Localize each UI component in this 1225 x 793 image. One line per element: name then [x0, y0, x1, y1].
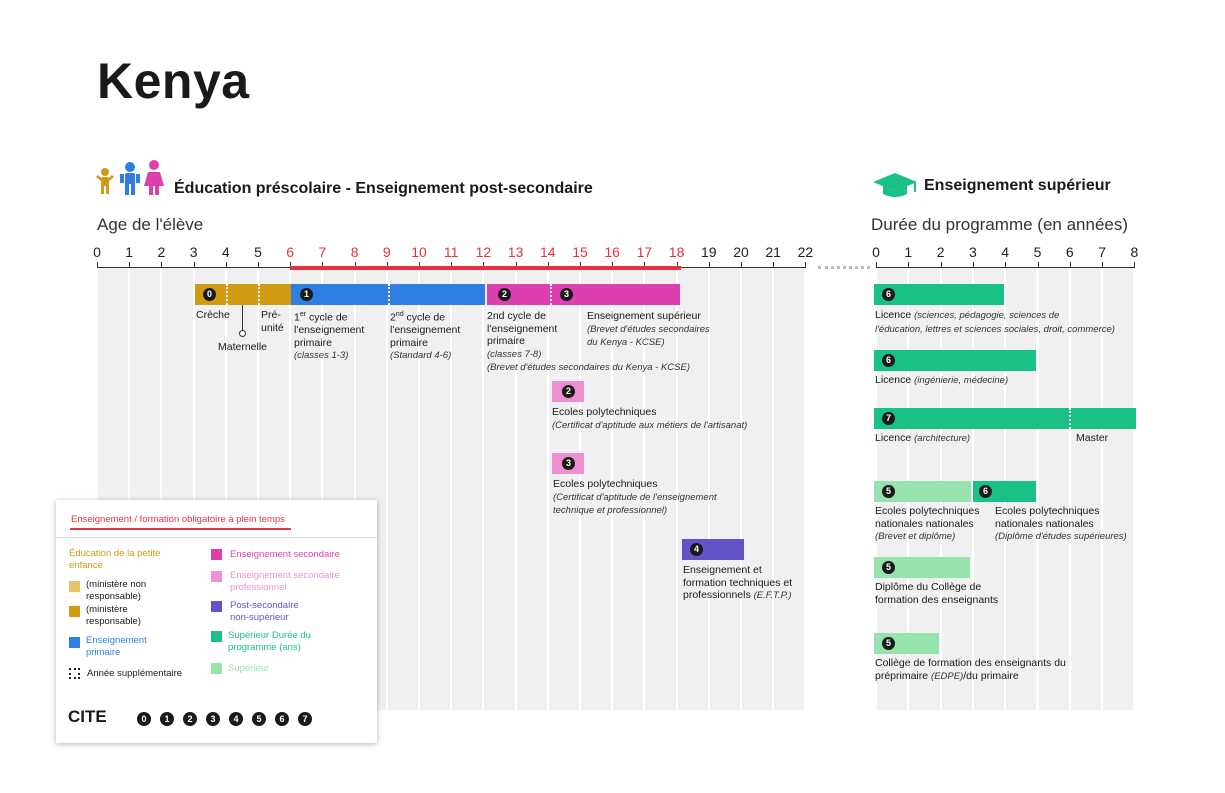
page-title: Kenya — [97, 53, 250, 109]
cite-badge: 5 — [882, 637, 895, 650]
age-tick-label: 22 — [797, 244, 814, 260]
legend-post-sec: Post-secondaire non-supérieur — [230, 600, 299, 623]
age-column — [774, 267, 804, 710]
eftp-bar — [682, 539, 744, 560]
left-section-heading: Éducation préscolaire - Enseignement post-secondaire — [174, 180, 593, 197]
legend-red-line — [70, 528, 291, 530]
age-tick-label: 7 — [318, 244, 327, 260]
legend-heading: Enseignement / formation obligatoire à plein temps — [71, 514, 285, 525]
creche-label: Crèche — [196, 309, 230, 321]
cite-badge: 5 — [882, 561, 895, 574]
age-tick-label: 13 — [507, 244, 524, 260]
cite-level-badge: 1 — [160, 712, 174, 726]
age-tick-label: 8 — [350, 244, 359, 260]
age-tick-label: 11 — [443, 244, 459, 260]
primary-bar — [291, 284, 485, 305]
cite-badge: 2 — [562, 385, 575, 398]
licence-label-3: Licence (architecture) — [875, 432, 971, 444]
legend-swatch — [211, 601, 222, 612]
legend-swatch — [211, 571, 222, 582]
cite-label: CITE — [68, 707, 107, 726]
cite-levels — [137, 709, 321, 727]
legend-divider — [56, 537, 377, 538]
duration-tick-label: 7 — [1098, 244, 1106, 260]
extra-year-icon — [69, 668, 80, 679]
legend-secondaire: Enseignement secondaire — [230, 549, 340, 560]
cite-badge: 3 — [562, 457, 575, 470]
cite-level-badge: 4 — [229, 712, 243, 726]
legend — [56, 500, 377, 743]
legend-sup-duree: Supérieur Durée du programme (ans) — [228, 630, 311, 653]
age-column — [742, 267, 772, 710]
legend-sec-pro: Enseignement secondaire professionnel — [230, 570, 340, 593]
epn-label-1: Ecoles polytechniques nationales nationales (Brevet et diplôme) — [875, 505, 980, 542]
secondary-bar — [487, 284, 680, 305]
epn-bar-2 — [973, 481, 1036, 502]
cite-level-badge: 5 — [252, 712, 266, 726]
duration-tick-label: 6 — [1065, 244, 1074, 260]
epn-bar-1 — [874, 481, 971, 502]
diploma-label: Diplôme du Collège de formation des enseignants — [875, 581, 999, 606]
cite-badge: 6 — [882, 354, 895, 367]
legend-swatch — [69, 637, 80, 648]
age-tick-label: 21 — [765, 244, 781, 260]
age-tick-label: 18 — [668, 244, 685, 260]
age-tick-label: 10 — [411, 244, 427, 260]
duration-tick-label: 0 — [872, 244, 880, 260]
eftp-label: Enseignement et formation techniques et professionnels (E.F.T.P.) — [683, 564, 793, 601]
age-tick-label: 17 — [636, 244, 653, 260]
licence-bar-1 — [874, 284, 1004, 305]
polytech-label-1: Ecoles polytechniques (Certificat d'aptitude aux métiers de l'artisanat) — [552, 406, 748, 431]
master-label: Master — [1076, 432, 1109, 444]
axis-break — [818, 266, 870, 269]
cite-badge: 1 — [300, 288, 313, 301]
cite-level-badge: 7 — [298, 712, 312, 726]
compulsory-education-line — [290, 266, 681, 270]
college-bar — [874, 633, 939, 654]
age-tick-label: 9 — [382, 244, 391, 260]
age-tick-label: 14 — [540, 244, 556, 260]
duration-tick-label: 1 — [904, 244, 913, 260]
age-tick-label: 16 — [604, 244, 620, 260]
cite-badge: 4 — [690, 543, 703, 556]
licence-label-2: Licence (ingénierie, médecine) — [875, 374, 1009, 386]
maternelle-connector — [242, 305, 243, 332]
cite-level-badge: 6 — [275, 712, 289, 726]
age-tick-label: 12 — [475, 244, 492, 260]
college-label: Collège de formation des enseignants du préprimaire (EDPE)/du primaire — [875, 657, 1066, 682]
upper-secondary-label: Enseignement supérieur (Brevet d'études secondaires du Kenya - KCSE) — [587, 310, 710, 348]
secondary-label: 2nd cycle de l'enseignement primaire (classes 7-8) (Brevet d'études secondaires du Kenya - KCSE) — [487, 310, 691, 373]
legend-primaire: Enseignement primaire — [86, 635, 147, 658]
age-tick-mark — [805, 262, 806, 268]
legend-swatch — [211, 631, 222, 642]
right-section-heading: Enseignement supérieur — [924, 177, 1111, 194]
age-tick-label: 20 — [733, 244, 749, 260]
children-icon — [95, 158, 167, 196]
age-tick-label: 15 — [572, 244, 588, 260]
legend-resp: (ministère responsable) — [86, 604, 141, 627]
legend-superieur: Supérieur — [228, 663, 270, 674]
cite-level-badge: 0 — [137, 712, 151, 726]
polytech-label-2: Ecoles polytechniques (Certificat d'aptitude de l'enseignement technique et professionnel) — [553, 478, 717, 516]
polytech-bar-2 — [552, 453, 584, 474]
legend-annee-sup: Année supplémentaire — [87, 668, 183, 679]
duration-tick-label: 4 — [1001, 244, 1010, 260]
creche-bar — [195, 284, 291, 305]
cite-badge: 2 — [498, 288, 511, 301]
cite-badge: 6 — [979, 485, 992, 498]
legend-swatch — [211, 549, 222, 560]
age-tick-label: 5 — [254, 244, 262, 260]
age-tick-label: 0 — [93, 244, 101, 260]
cite-badge: 7 — [882, 412, 895, 425]
graduation-cap-icon — [871, 170, 919, 200]
diploma-bar — [874, 557, 970, 578]
pre-unite-label: Pré- unité — [261, 309, 284, 334]
legend-swatch — [69, 581, 80, 592]
age-tick-label: 3 — [189, 244, 198, 260]
duration-axis-line — [876, 267, 1134, 268]
cite-badge: 0 — [203, 288, 216, 301]
legend-swatch — [211, 663, 222, 674]
licence-bar-3 — [874, 408, 1136, 429]
duration-axis-label: Durée du programme (en années) — [871, 215, 1129, 234]
duration-tick-mark — [1134, 262, 1135, 268]
age-axis-label: Age de l'élève — [97, 215, 204, 234]
legend-swatch — [69, 606, 80, 617]
age-tick-label: 1 — [125, 244, 134, 260]
maternelle-marker — [239, 330, 246, 337]
legend-petite-enfance: Éducation de la petite enfance — [69, 548, 161, 571]
age-tick-label: 19 — [701, 244, 717, 260]
legend-non-resp: (ministère non responsable) — [86, 579, 147, 602]
cite-badge: 5 — [882, 485, 895, 498]
polytech-bar-1 — [552, 381, 584, 402]
age-tick-label: 4 — [221, 244, 230, 260]
maternelle-label: Maternelle — [218, 341, 268, 353]
licence-bar-2 — [874, 350, 1036, 371]
epn-label-2: Ecoles polytechniques nationales nationales (Diplôme d'études supérieures) — [995, 505, 1127, 542]
licence-label-1: Licence (sciences, pédagogie, sciences de l'éducation, lettres et sciences sociales, droit, commerce) — [875, 309, 1115, 335]
duration-tick-label: 5 — [1033, 244, 1042, 260]
cite-badge: 3 — [560, 288, 573, 301]
cite-level-badge: 2 — [183, 712, 197, 726]
cycle2-label: 2nd cycle de l'enseignement primaire (Standard 4-6) — [390, 311, 461, 361]
cite-badge: 6 — [882, 288, 895, 301]
cite-level-badge: 3 — [206, 712, 220, 726]
duration-tick-label: 8 — [1130, 244, 1139, 260]
cycle1-label: 1er cycle de l'enseignement primaire (classes 1-3) — [294, 311, 365, 361]
duration-tick-label: 3 — [968, 244, 977, 260]
age-tick-label: 6 — [286, 244, 295, 260]
duration-tick-label: 2 — [936, 244, 945, 260]
age-tick-label: 2 — [157, 244, 166, 260]
